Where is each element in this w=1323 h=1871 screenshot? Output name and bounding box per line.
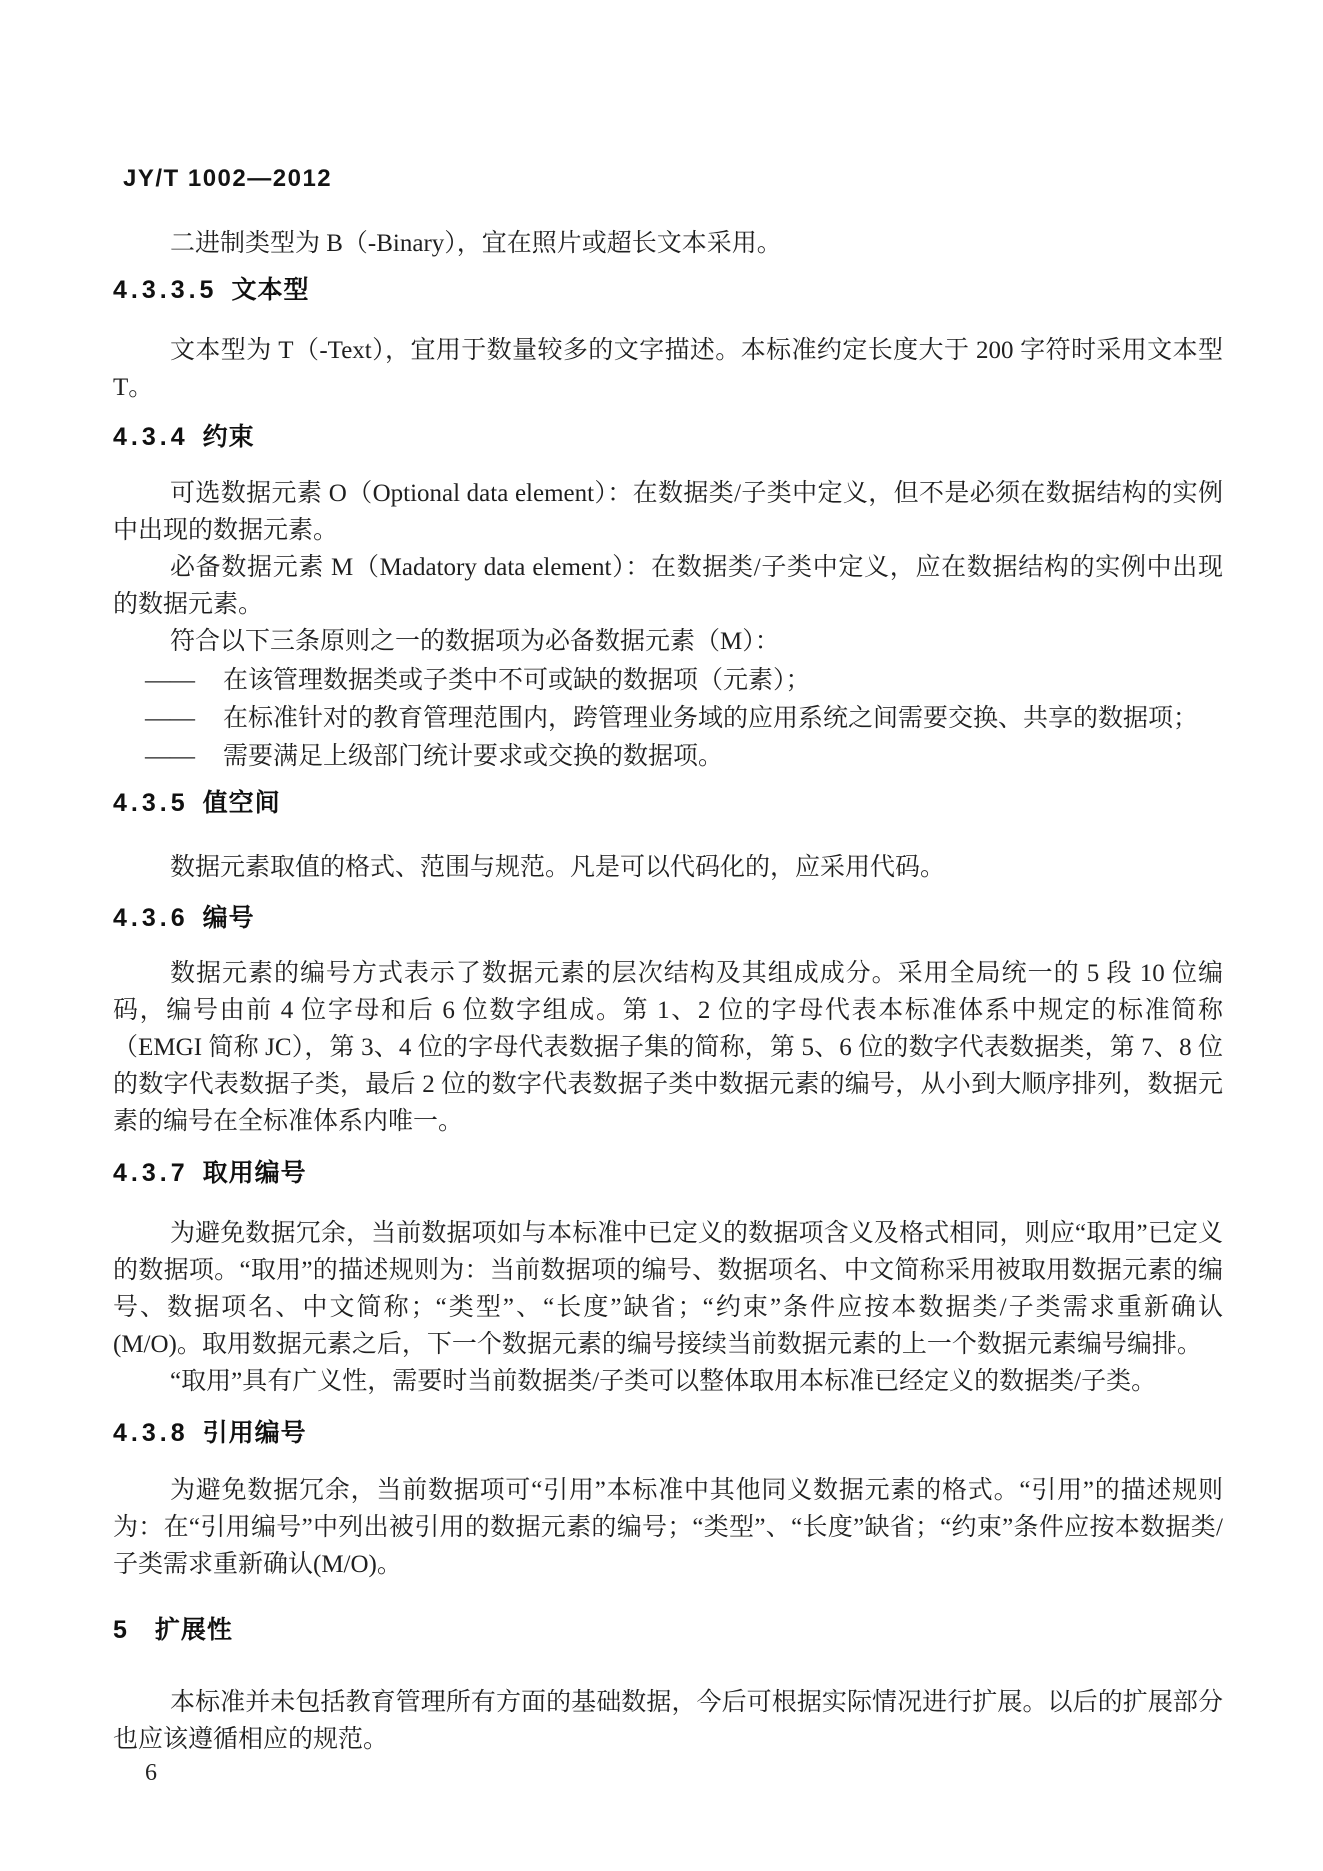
paragraph-reuse-generality: “取用”具有广义性，需要时当前数据类/子类可以整体取用本标准已经定义的数据类/子类。: [170, 1368, 1157, 1395]
section-heading-4-3-8: [113, 1415, 1223, 1452]
paragraph-extensibility: 本标准并未包括教育管理所有方面的基础数据，今后可根据实际情况进行扩展。以后的扩展部分也应该遵循相应的规范。: [113, 1689, 1223, 1753]
section-heading-4-3-4: [113, 419, 1223, 456]
section-number: 4.3.4: [113, 423, 189, 451]
paragraph-mandatory-element: 必备数据元素 M（Madatory data element）：在数据类/子类中定义，应在数据结构的实例中出现的数据元素。: [113, 554, 1223, 618]
section-title: 值空间: [202, 789, 281, 817]
section-number: 4.3.5: [113, 789, 189, 817]
section-number: 4.3.8: [113, 1419, 189, 1447]
paragraph-numbering: 数据元素的编号方式表示了数据元素的层次结构及其组成成分。采用全局统一的 5 段 10 位编码，编号由前 4 位字母和后 6 位数字组成。第 1、2 位的字母代表本标准体系中规定的标准简称（EMGI 简称 JC），第 3、4 位的字母代表数据子集的简称，第 5、6 位的数字代表数据类，第 7、8 位的数字代表数据子类，最后 2 位的数字代表数据子类中数据元素的编号，从小到大顺序排列，数据元素的编号在全标准体系内唯一。: [113, 960, 1223, 1135]
section-heading-4-3-5: [113, 785, 1223, 822]
paragraph-binary-type: 二进制类型为 B（-Binary），宜在照片或超长文本采用。: [170, 230, 782, 257]
em-dash-marker: ——: [145, 743, 195, 770]
em-dash-marker: ——: [145, 667, 195, 694]
dash-list-item: [145, 700, 1223, 738]
section-title: 引用编号: [202, 1419, 307, 1447]
section-title: 取用编号: [202, 1159, 307, 1187]
paragraph-reference-rules: 为避免数据冗余，当前数据项可“引用”本标准中其他同义数据元素的格式。“引用”的描述规则为：在“引用编号”中列出被引用的数据元素的编号；“类型”、“长度”缺省；“约束”条件应按本数据类/子类需求重新确认(M/O)。: [113, 1477, 1223, 1578]
chapter-title: 扩展性: [154, 1616, 233, 1644]
em-dash-marker: ——: [145, 705, 195, 732]
chapter-heading-5: [113, 1612, 1223, 1649]
dash-list-item: [145, 662, 1223, 700]
paragraph-value-space: 数据元素取值的格式、范围与规范。凡是可以代码化的，应采用代码。: [170, 854, 946, 881]
section-heading-4-3-3-5: [113, 272, 1223, 309]
section-heading-4-3-7: [113, 1155, 1223, 1192]
dash-item-text: 在该管理数据类或子类中不可或缺的数据项（元素）；: [223, 667, 811, 694]
chapter-number: 5: [113, 1616, 131, 1644]
section-title: 约束: [202, 423, 255, 451]
paragraph-reuse-rules: 为避免数据冗余，当前数据项如与本标准中已定义的数据项含义及格式相同，则应“取用”已定义的数据项。“取用”的描述规则为：当前数据项的编号、数据项名、中文简称采用被取用数据元素的编号、数据项名、中文简称；“类型”、“长度”缺省；“约束”条件应按本数据类/子类需求重新确认(M/O)。取用数据元素之后，下一个数据元素的编号接续当前数据元素的上一个数据元素编号编排。: [113, 1220, 1223, 1358]
dash-item-text: 需要满足上级部门统计要求或交换的数据项。: [223, 743, 724, 770]
section-title: 编号: [202, 904, 255, 932]
section-title: 文本型: [231, 276, 310, 304]
dash-list-item: [145, 738, 1223, 776]
paragraph-text-type: 文本型为 T（-Text），宜用于数量较多的文字描述。本标准约定长度大于 200 字符时采用文本型 T。: [113, 337, 1223, 401]
paragraph-optional-element: 可选数据元素 O（Optional data element）：在数据类/子类中定义，但不是必须在数据结构的实例中出现的数据元素。: [113, 480, 1223, 544]
dash-item-text: 在标准针对的教育管理范围内，跨管理业务域的应用系统之间需要交换、共享的数据项；: [223, 705, 1199, 732]
standard-number-header: JY/T 1002—2012: [123, 165, 333, 192]
page-number: 6: [145, 1760, 157, 1786]
document-content: [113, 0, 1223, 1788]
section-number: 4.3.6: [113, 904, 189, 932]
paragraph-rules-intro: 符合以下三条原则之一的数据项为必备数据元素（M）：: [170, 628, 780, 655]
section-number: 4.3.7: [113, 1159, 189, 1187]
section-number: 4.3.3.5: [113, 276, 218, 304]
section-heading-4-3-6: [113, 900, 1223, 937]
